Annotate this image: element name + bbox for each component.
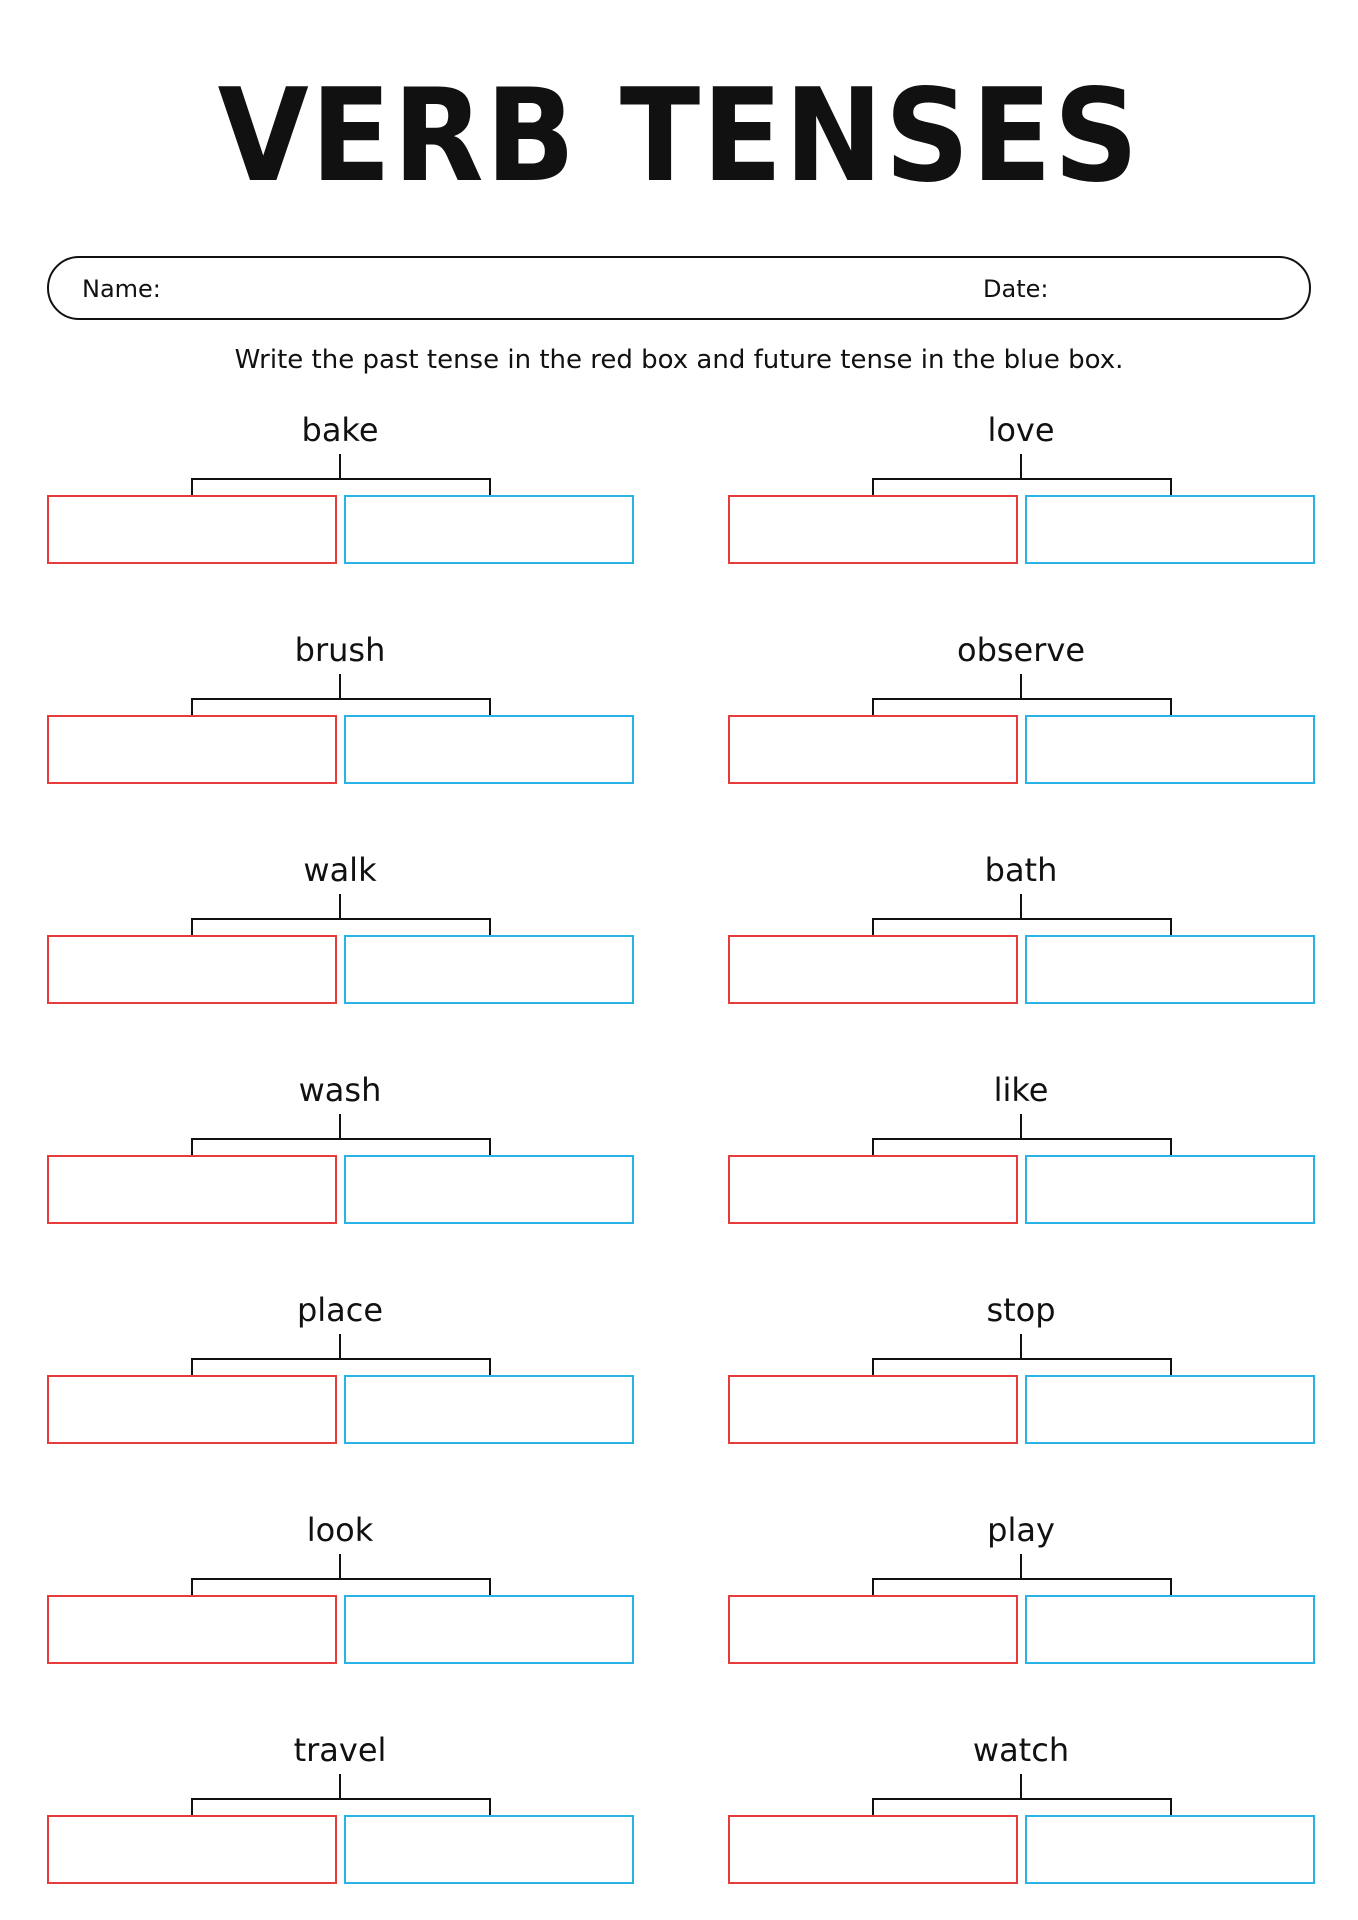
bracket-line	[339, 1114, 341, 1139]
future-tense-box[interactable]	[1025, 1595, 1315, 1664]
past-tense-box[interactable]	[47, 1375, 337, 1444]
verb-item	[47, 1070, 633, 1230]
future-tense-box[interactable]	[1025, 1375, 1315, 1444]
past-tense-box[interactable]	[47, 1595, 337, 1664]
future-tense-box[interactable]	[344, 1375, 634, 1444]
verb-item	[728, 630, 1314, 790]
verb-item	[47, 1510, 633, 1670]
instructions: Write the past tense in the red box and future tense in the blue box.	[234, 345, 1124, 375]
future-tense-box[interactable]	[1025, 1155, 1315, 1224]
future-tense-box[interactable]	[344, 1595, 634, 1664]
name-label: Name:	[82, 275, 161, 303]
bracket-line	[872, 1578, 1172, 1580]
future-tense-box[interactable]	[1025, 1815, 1315, 1884]
bracket-line	[1020, 1334, 1022, 1359]
future-tense-box[interactable]	[1025, 935, 1315, 1004]
verb-word: love	[987, 411, 1055, 449]
verb-item	[47, 1730, 633, 1890]
bracket-line	[191, 1358, 491, 1360]
verb-word: like	[993, 1071, 1049, 1109]
bracket-line	[339, 454, 341, 479]
verb-word: place	[296, 1291, 384, 1329]
past-tense-box[interactable]	[728, 1815, 1018, 1884]
bracket-line	[872, 1138, 1172, 1140]
bracket-line	[872, 1358, 1172, 1360]
bracket-line	[191, 1798, 491, 1800]
future-tense-box[interactable]	[1025, 715, 1315, 784]
future-tense-box[interactable]	[1025, 495, 1315, 564]
verb-word: play	[987, 1511, 1055, 1549]
verb-item	[728, 1070, 1314, 1230]
bracket-line	[191, 698, 491, 700]
past-tense-box[interactable]	[47, 935, 337, 1004]
past-tense-box[interactable]	[728, 1155, 1018, 1224]
verb-item	[47, 850, 633, 1010]
name-date-bar	[47, 256, 1311, 320]
past-tense-box[interactable]	[728, 935, 1018, 1004]
bracket-line	[1020, 1554, 1022, 1579]
bracket-line	[191, 1578, 491, 1580]
bracket-line	[1020, 1774, 1022, 1799]
bracket-line	[872, 698, 1172, 700]
date-label: Date:	[983, 275, 1049, 303]
bracket-line	[339, 894, 341, 919]
bracket-line	[339, 674, 341, 699]
past-tense-box[interactable]	[728, 1375, 1018, 1444]
bracket-line	[1020, 454, 1022, 479]
bracket-line	[191, 918, 491, 920]
verb-item	[728, 1510, 1314, 1670]
verb-word: bake	[301, 411, 379, 449]
verb-item	[47, 630, 633, 790]
verb-word: travel	[293, 1731, 387, 1769]
verb-item	[728, 850, 1314, 1010]
bracket-line	[339, 1774, 341, 1799]
future-tense-box[interactable]	[344, 1815, 634, 1884]
verb-word: walk	[303, 851, 377, 889]
past-tense-box[interactable]	[47, 495, 337, 564]
past-tense-box[interactable]	[47, 1155, 337, 1224]
verb-word: brush	[294, 631, 386, 669]
past-tense-box[interactable]	[728, 715, 1018, 784]
past-tense-box[interactable]	[728, 495, 1018, 564]
verb-item	[47, 1290, 633, 1450]
past-tense-box[interactable]	[47, 1815, 337, 1884]
verb-item	[728, 1290, 1314, 1450]
bracket-line	[339, 1334, 341, 1359]
verb-item	[728, 1730, 1314, 1890]
verb-word: look	[306, 1511, 374, 1549]
future-tense-box[interactable]	[344, 1155, 634, 1224]
bracket-line	[872, 918, 1172, 920]
verb-word: stop	[986, 1291, 1056, 1329]
bracket-line	[191, 478, 491, 480]
bracket-line	[1020, 1114, 1022, 1139]
future-tense-box[interactable]	[344, 935, 634, 1004]
bracket-line	[1020, 674, 1022, 699]
bracket-line	[872, 1798, 1172, 1800]
verb-word: wash	[298, 1071, 382, 1109]
future-tense-box[interactable]	[344, 715, 634, 784]
verb-word: observe	[956, 631, 1086, 669]
future-tense-box[interactable]	[344, 495, 634, 564]
verb-word: watch	[972, 1731, 1070, 1769]
past-tense-box[interactable]	[47, 715, 337, 784]
verb-word: bath	[984, 851, 1058, 889]
bracket-line	[339, 1554, 341, 1579]
worksheet-title: VERB TENSES	[217, 62, 1141, 211]
bracket-line	[191, 1138, 491, 1140]
past-tense-box[interactable]	[728, 1595, 1018, 1664]
verb-item	[47, 410, 633, 570]
bracket-line	[872, 478, 1172, 480]
bracket-line	[1020, 894, 1022, 919]
verb-item	[728, 410, 1314, 570]
